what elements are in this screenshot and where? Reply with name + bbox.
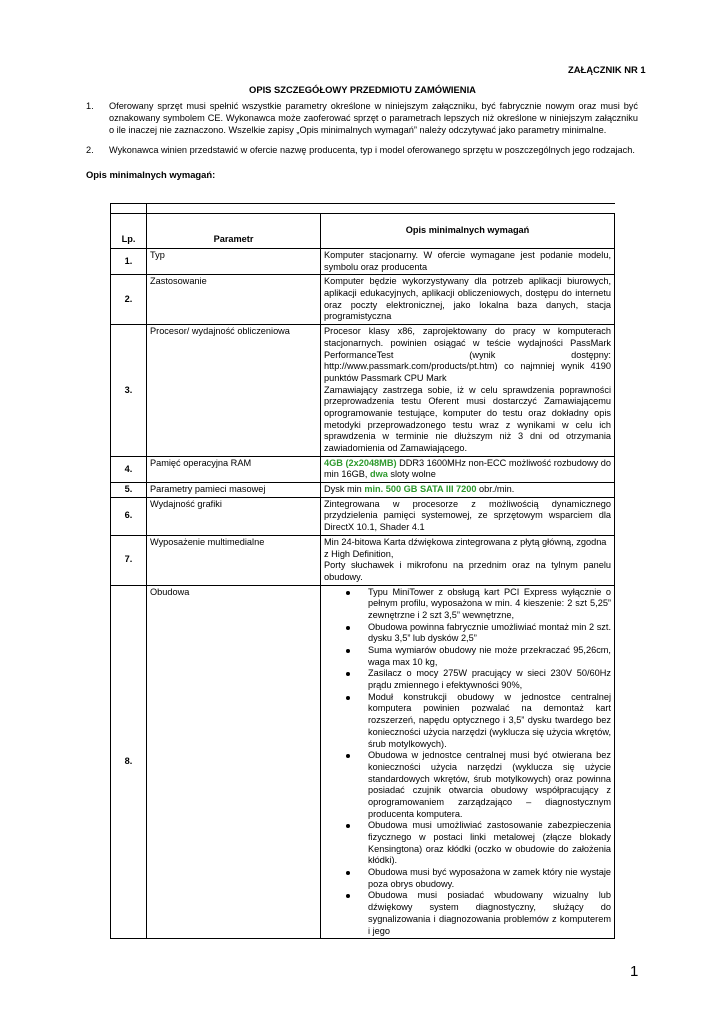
requirements-table xyxy=(110,203,615,939)
table-row xyxy=(111,497,615,535)
bullet-list xyxy=(324,587,611,938)
header-lp: Lp. xyxy=(111,214,147,249)
table-row xyxy=(111,535,615,585)
row-number: 1. xyxy=(111,249,147,275)
list-item: Suma wymiarów obudowy nie może przekraczać 95,26cm, waga max 10 kg, xyxy=(368,645,611,667)
table-row xyxy=(111,483,615,498)
table-row xyxy=(111,325,615,457)
row-parameter: Procesor/ wydajność obliczeniowa xyxy=(147,325,321,457)
description-paragraph: Porty słuchawek i mikrofonu na przednim oraz na tylnym panelu obudowy. xyxy=(324,560,611,582)
document-title: OPIS SZCZEGÓŁOWY PRZEDMIOTU ZAMÓWIENIA xyxy=(249,84,476,95)
row-parameter: Obudowa xyxy=(147,585,321,939)
table-row xyxy=(111,585,615,939)
row-parameter: Wyposażenie multimedialne xyxy=(147,535,321,585)
row-description: Komputer stacjonarny. W ofercie wymagane jest podanie modelu, symbolu oraz producenta xyxy=(321,249,615,275)
row-description xyxy=(321,535,615,585)
row-parameter: Wydajność grafiki xyxy=(147,497,321,535)
list-item: Obudowa musi być wyposażona w zamek który nie wystaje poza obrys obudowy. xyxy=(368,867,611,889)
table-row xyxy=(111,275,615,325)
highlight-text: min. 500 GB SATA III 7200 xyxy=(364,484,477,495)
table-header-row xyxy=(111,214,615,249)
row-description: Komputer będzie wykorzystywany dla potrzeb aplikacji biurowych, aplikacji edukacyjnych, aplikacji obliczeniowych, dostępu do internetu oraz poczty elektronicznej, jako lokalna baza danych, stacja programistyczna xyxy=(321,275,615,325)
intro-number: 2. xyxy=(86,145,94,155)
page-number: 1 xyxy=(630,963,639,980)
intro-number: 1. xyxy=(86,101,94,111)
row-description xyxy=(321,483,615,498)
row-parameter: Zastosowanie xyxy=(147,275,321,325)
spacer-cell xyxy=(111,204,147,214)
row-number: 3. xyxy=(111,325,147,457)
table-row xyxy=(111,249,615,275)
intro-text: Oferowany sprzęt musi spełnić wszystkie parametry określone w niniejszym załączniku, być fabrycznie nowym oraz musi być oznakowany symbolem CE. Wykonawca może zaoferować sprzęt o parametrach lepszych niż określone w niniejszym załączniku o ile inaczej nie zaznaczono. Wszelkie zapisy „Opis minimalnych wymagań” należy odczytywać jako parametry minimalne. xyxy=(109,101,638,135)
row-number: 6. xyxy=(111,497,147,535)
row-number: 4. xyxy=(111,456,147,482)
highlight-text: dwa xyxy=(369,469,388,480)
row-number: 2. xyxy=(111,275,147,325)
row-description xyxy=(321,325,615,457)
description-text: DDR3 1600MHz non-ECC możliwość rozbudowy do min 16GB, xyxy=(324,457,611,480)
intro-point-1 xyxy=(86,101,638,136)
intro-point-2 xyxy=(86,145,638,157)
list-item: Obudowa powinna fabrycznie umożliwiać montaż min 2 szt. dysku 3,5” lub dysków 2,5” xyxy=(368,621,611,644)
description-paragraph: Procesor klasy x86, zaprojektowany do pracy w komputerach stacjonarnych. powinien osiągać w teście wydajności PassMark PerformanceTest (wynik dostępny: http://www.passmark.com/products/pt.htm) co najmniej wynik 4190 punktów Passmark CPU Mark xyxy=(324,326,611,383)
row-parameter: Typ xyxy=(147,249,321,275)
row-number: 8. xyxy=(111,585,147,939)
row-description: Zintegrowana w procesorze z możliwością dynamicznego przydzielenia pamięci systemowej, ze sprzętowym wsparciem dla DirectX 10.1, Shader 4.1 xyxy=(321,497,615,535)
row-parameter: Parametry pamieci masowej xyxy=(147,483,321,498)
list-item: Typu MiniTower z obsługą kart PCI Express wyłącznie o pełnym profilu, wyposażona w min. 4 kieszenie: 2 szt 5,25” zewnętrzne i 2 szt 3,5” wewnętrzne, xyxy=(368,586,611,620)
row-parameter: Pamięć operacyjna RAM xyxy=(147,456,321,482)
list-item: Obudowa musi posiadać wbudowany wizualny lub dźwiękowy system diagnostyczny, służący do sygnalizowania i diagnozowania problemów z komputerem i jego xyxy=(368,890,611,936)
list-item: Moduł konstrukcji obudowy w jednostce centralnej komputera powinien pozwalać na demontaż kart rozszerzeń, napędu optycznego i 3,5” dysku twardego bez konieczności użycia narzędzi (wyklucza się użycia wkrętów, śrub motylkowych). xyxy=(368,691,611,749)
intro-text: Wykonawca winien przedstawić w ofercie nazwę producenta, typ i model oferowanego sprzętu w poszczególnych jego rodzajach. xyxy=(109,145,635,155)
row-description xyxy=(321,585,615,939)
header-parameter: Parametr xyxy=(147,214,321,249)
description-text: Dysk min xyxy=(324,484,365,495)
table-spacer-row xyxy=(111,204,615,214)
row-number: 7. xyxy=(111,535,147,585)
description-text: obr./min. xyxy=(476,484,515,495)
spacer-cell xyxy=(147,204,615,214)
list-item: Zasilacz o mocy 275W pracujący w sieci 230V 50/60Hz prądu zmiennego i efektywności 90%, xyxy=(368,668,611,691)
requirements-heading: Opis minimalnych wymagań: xyxy=(86,169,216,180)
highlight-text: 4GB (2x2048MB) xyxy=(324,457,397,468)
description-paragraph: Min 24-bitowa Karta dźwiękowa zintegrowana z płytą główną, zgodna z High Definition, xyxy=(324,536,607,559)
list-item: Obudowa w jednostce centralnej musi być otwierana bez konieczności użycia narzędzi (wyklucza się użycie standardowych wkrętów, śrub motylkowych) oraz powinna posiadać czujnik otwarcia obudowy współpracujący z oprogramowaniem zarządzająco – diagnostycznym producenta komputera. xyxy=(368,750,611,819)
description-paragraph: Zamawiający zastrzega sobie, iż w celu sprawdzenia poprawności przeprowadzenia testu Oferent musi dostarczyć Zamawiającemu oprogramowanie testujące, komputer do testu oraz dokładny opis metodyki przeprowadzonego testu wraz z wynikami w celu ich sprawdzenia w terminie nie dłuższym niż 3 dni od otrzymania zawiadomienia od Zamawiającego. xyxy=(324,384,611,453)
table-row xyxy=(111,456,615,482)
description-text: sloty wolne xyxy=(387,469,436,480)
attachment-label: ZAŁĄCZNIK NR 1 xyxy=(568,64,646,75)
row-description xyxy=(321,456,615,482)
list-item: Obudowa musi umożliwiać zastosowanie zabezpieczenia fizycznego w postaci linki metalowej (złącze blokady Kensingtona) oraz kłódki (oczko w obudowie do założenia kłódki). xyxy=(368,820,611,866)
header-description: Opis minimalnych wymagań xyxy=(321,214,615,249)
row-number: 5. xyxy=(111,483,147,498)
